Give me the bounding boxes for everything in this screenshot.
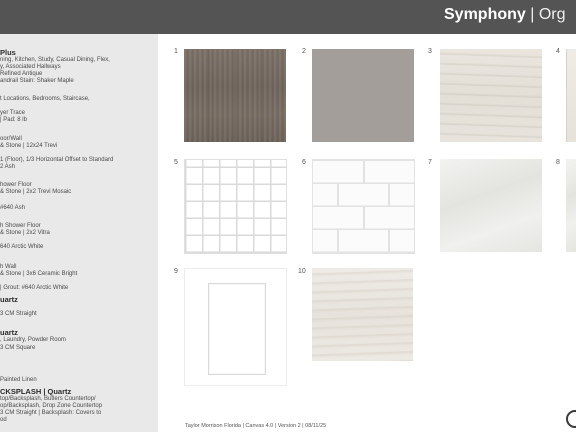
swatch-number: 9 [174, 268, 178, 275]
swatch-subway-tile [312, 159, 415, 254]
swatch-number: 5 [174, 159, 178, 166]
cabinet-panel [208, 283, 266, 375]
swatch-cabinet-door [184, 268, 287, 386]
swatch-carpet [312, 49, 414, 142]
swatch-number: 10 [298, 268, 306, 275]
sidebar-heading: Plus [0, 48, 16, 57]
brand-name: Symphony [444, 6, 526, 23]
sidebar-text: 3 CM Straight [0, 311, 37, 317]
swatch-number: 1 [174, 48, 178, 55]
swatch-quartz [312, 268, 413, 361]
swatch-number: 2 [302, 48, 306, 55]
swatch-wood-flooring [184, 49, 286, 142]
header-bar [0, 0, 576, 34]
sidebar-text: hower Floor [0, 182, 32, 188]
specification-sidebar [0, 34, 158, 432]
tile-joint [363, 161, 365, 183]
swatch-number: 6 [302, 159, 306, 166]
brand-suffix: | Org [525, 6, 566, 23]
swatch-number: 4 [556, 48, 560, 55]
sidebar-text: & Stone | 3x6 Ceramic Bright [0, 271, 78, 277]
swatch-mosaic-tile [184, 159, 287, 254]
swatch-number: 3 [428, 48, 432, 55]
sidebar-text: h Wall [0, 264, 17, 270]
sidebar-text: | Grout: #640 Arctic White [0, 285, 69, 291]
sidebar-text: y, Associated Hallways [0, 64, 61, 70]
sidebar-text: od [0, 417, 7, 423]
tile-joint [363, 207, 365, 229]
sidebar-text: & Stone | 2x2 Vitra [0, 230, 50, 236]
sidebar-heading: uartz [0, 295, 18, 304]
sidebar-text: 2 Ash [0, 164, 16, 170]
tile-joint [388, 184, 390, 206]
swatch-number: 7 [428, 159, 432, 166]
footer-caption: Taylor Morrison Florida | Canvas 4.0 | Version 2 | 08/11/25 [185, 423, 327, 429]
sidebar-text: h Shower Floor [0, 223, 41, 229]
swatch-floor-tile [440, 49, 542, 142]
swatch-marble [440, 159, 542, 252]
sidebar-heading: uartz [0, 328, 18, 337]
sidebar-text: t Locations, Bedrooms, Staircase, [0, 96, 90, 102]
sidebar-heading: CKSPLASH | Quartz [0, 387, 72, 396]
sidebar-text: & Stone | 12x24 Trevi [0, 143, 58, 149]
sidebar-text: & Stone | 2x2 Trevi Mosaic [0, 189, 72, 195]
brand-title [444, 5, 566, 25]
sidebar-text: Refined Antique [0, 71, 43, 77]
tile-joint [337, 184, 339, 206]
sidebar-text: top/Backsplash, Butlers Countertop/ [0, 396, 96, 402]
sidebar-text: | Pad: 8 lb [0, 117, 27, 123]
sidebar-text: andrail Stain: Shaker Maple [0, 78, 74, 84]
sidebar-text: oor/Wall [0, 136, 22, 142]
sidebar-text: #640 Ash [0, 205, 26, 211]
sidebar-text: 3 CM Straight | Backsplash: Covers to [0, 410, 102, 416]
sidebar-text: 3 CM Square [0, 345, 36, 351]
tile-joint [388, 230, 390, 252]
sidebar-text: 640 Arctic White [0, 244, 44, 250]
swatch-number: 8 [556, 159, 560, 166]
sidebar-text: ning, Kitchen, Study, Casual Dining, Flex, [0, 57, 110, 63]
sidebar-text: , Laundry, Powder Room [0, 337, 66, 343]
swatch-partial [566, 159, 576, 252]
sidebar-text: Painted Linen [0, 377, 37, 383]
swatch-partial [566, 49, 576, 142]
sidebar-text: op/Backsplash, Drop Zone Countertop [0, 403, 103, 409]
sidebar-text: yer Trace [0, 110, 26, 116]
tile-joint [337, 230, 339, 252]
brand-logo-icon [566, 410, 576, 428]
sidebar-text: 1 (Floor), 1/3 Horizontal Offset to Standard [0, 157, 114, 163]
